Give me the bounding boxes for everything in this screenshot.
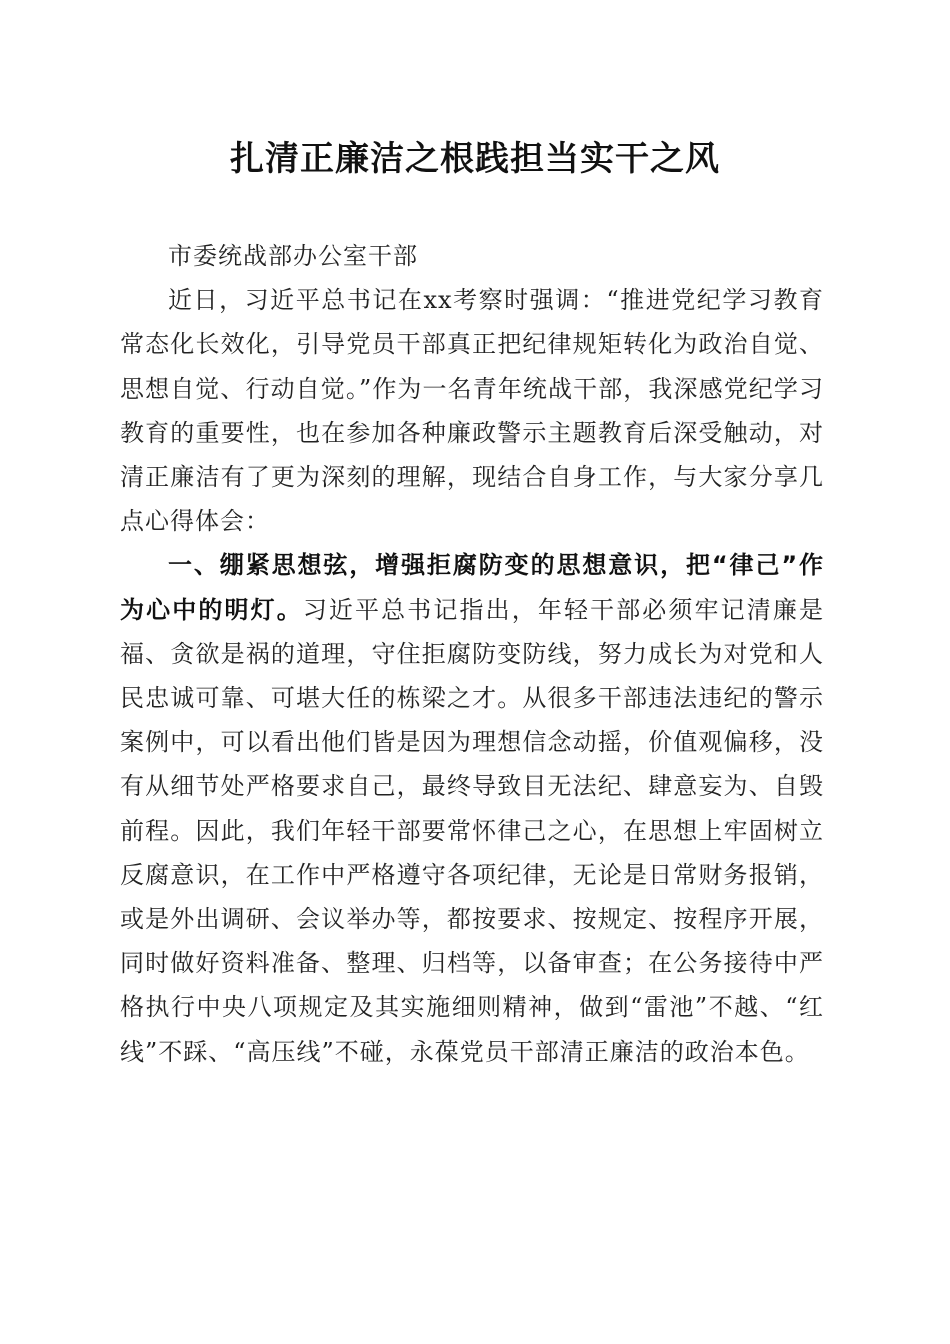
author-line: 市委统战部办公室干部 <box>168 242 418 270</box>
section-1-body: 习近平总书记指出，年轻干部必须牢记清廉是福、贪欲是祸的道理，守住拒腐防变防线，努力成长为对党和人民忠诚可靠、可堪大任的栋梁之才。从很多干部违法违纪的警示案例中，可以看出他们皆是因为理想信念动摇，价值观偏移，没有从细节处严格要求自己，最终导致目无法纪、肆意妄为、自毁前程。因此，我们年轻干部要常怀律己之心，在思想上牢固树立反腐意识，在工作中严格遵守各项纪律，无论是日常财务报销，或是外出调研、会议举办等，都按要求、按规定、按程序开展，同时做好资料准备、整理、归档等，以备审查；在公务接待中严格执行中央八项规定及其实施细则精神，做到“雷池”不越、“红线”不踩、“高压线”不碰，永葆党员干部清正廉洁的政治本色。 <box>120 595 825 1066</box>
document-body <box>120 234 824 1074</box>
intro-paragraph: 近日，习近平总书记在xx考察时强调：“推进党纪学习教育常态化长效化，引导党员干部真正把纪律规矩转化为政治自觉、思想自觉、行动自觉。”作为一名青年统战干部，我深感党纪学习教育的重要性，也在参加各种廉政警示主题教育后深受触动，对清正廉洁有了更为深刻的理解，现结合自身工作，与大家分享几点心得体会： <box>120 286 824 536</box>
document-title: 扎清正廉洁之根践担当实干之风 <box>230 139 720 179</box>
section-1-paragraph <box>120 543 824 1073</box>
section-1-heading: 一、绷紧思想弦，增强拒腐防变的思想意识，把“律己”作为心中的明灯。 <box>120 551 824 624</box>
